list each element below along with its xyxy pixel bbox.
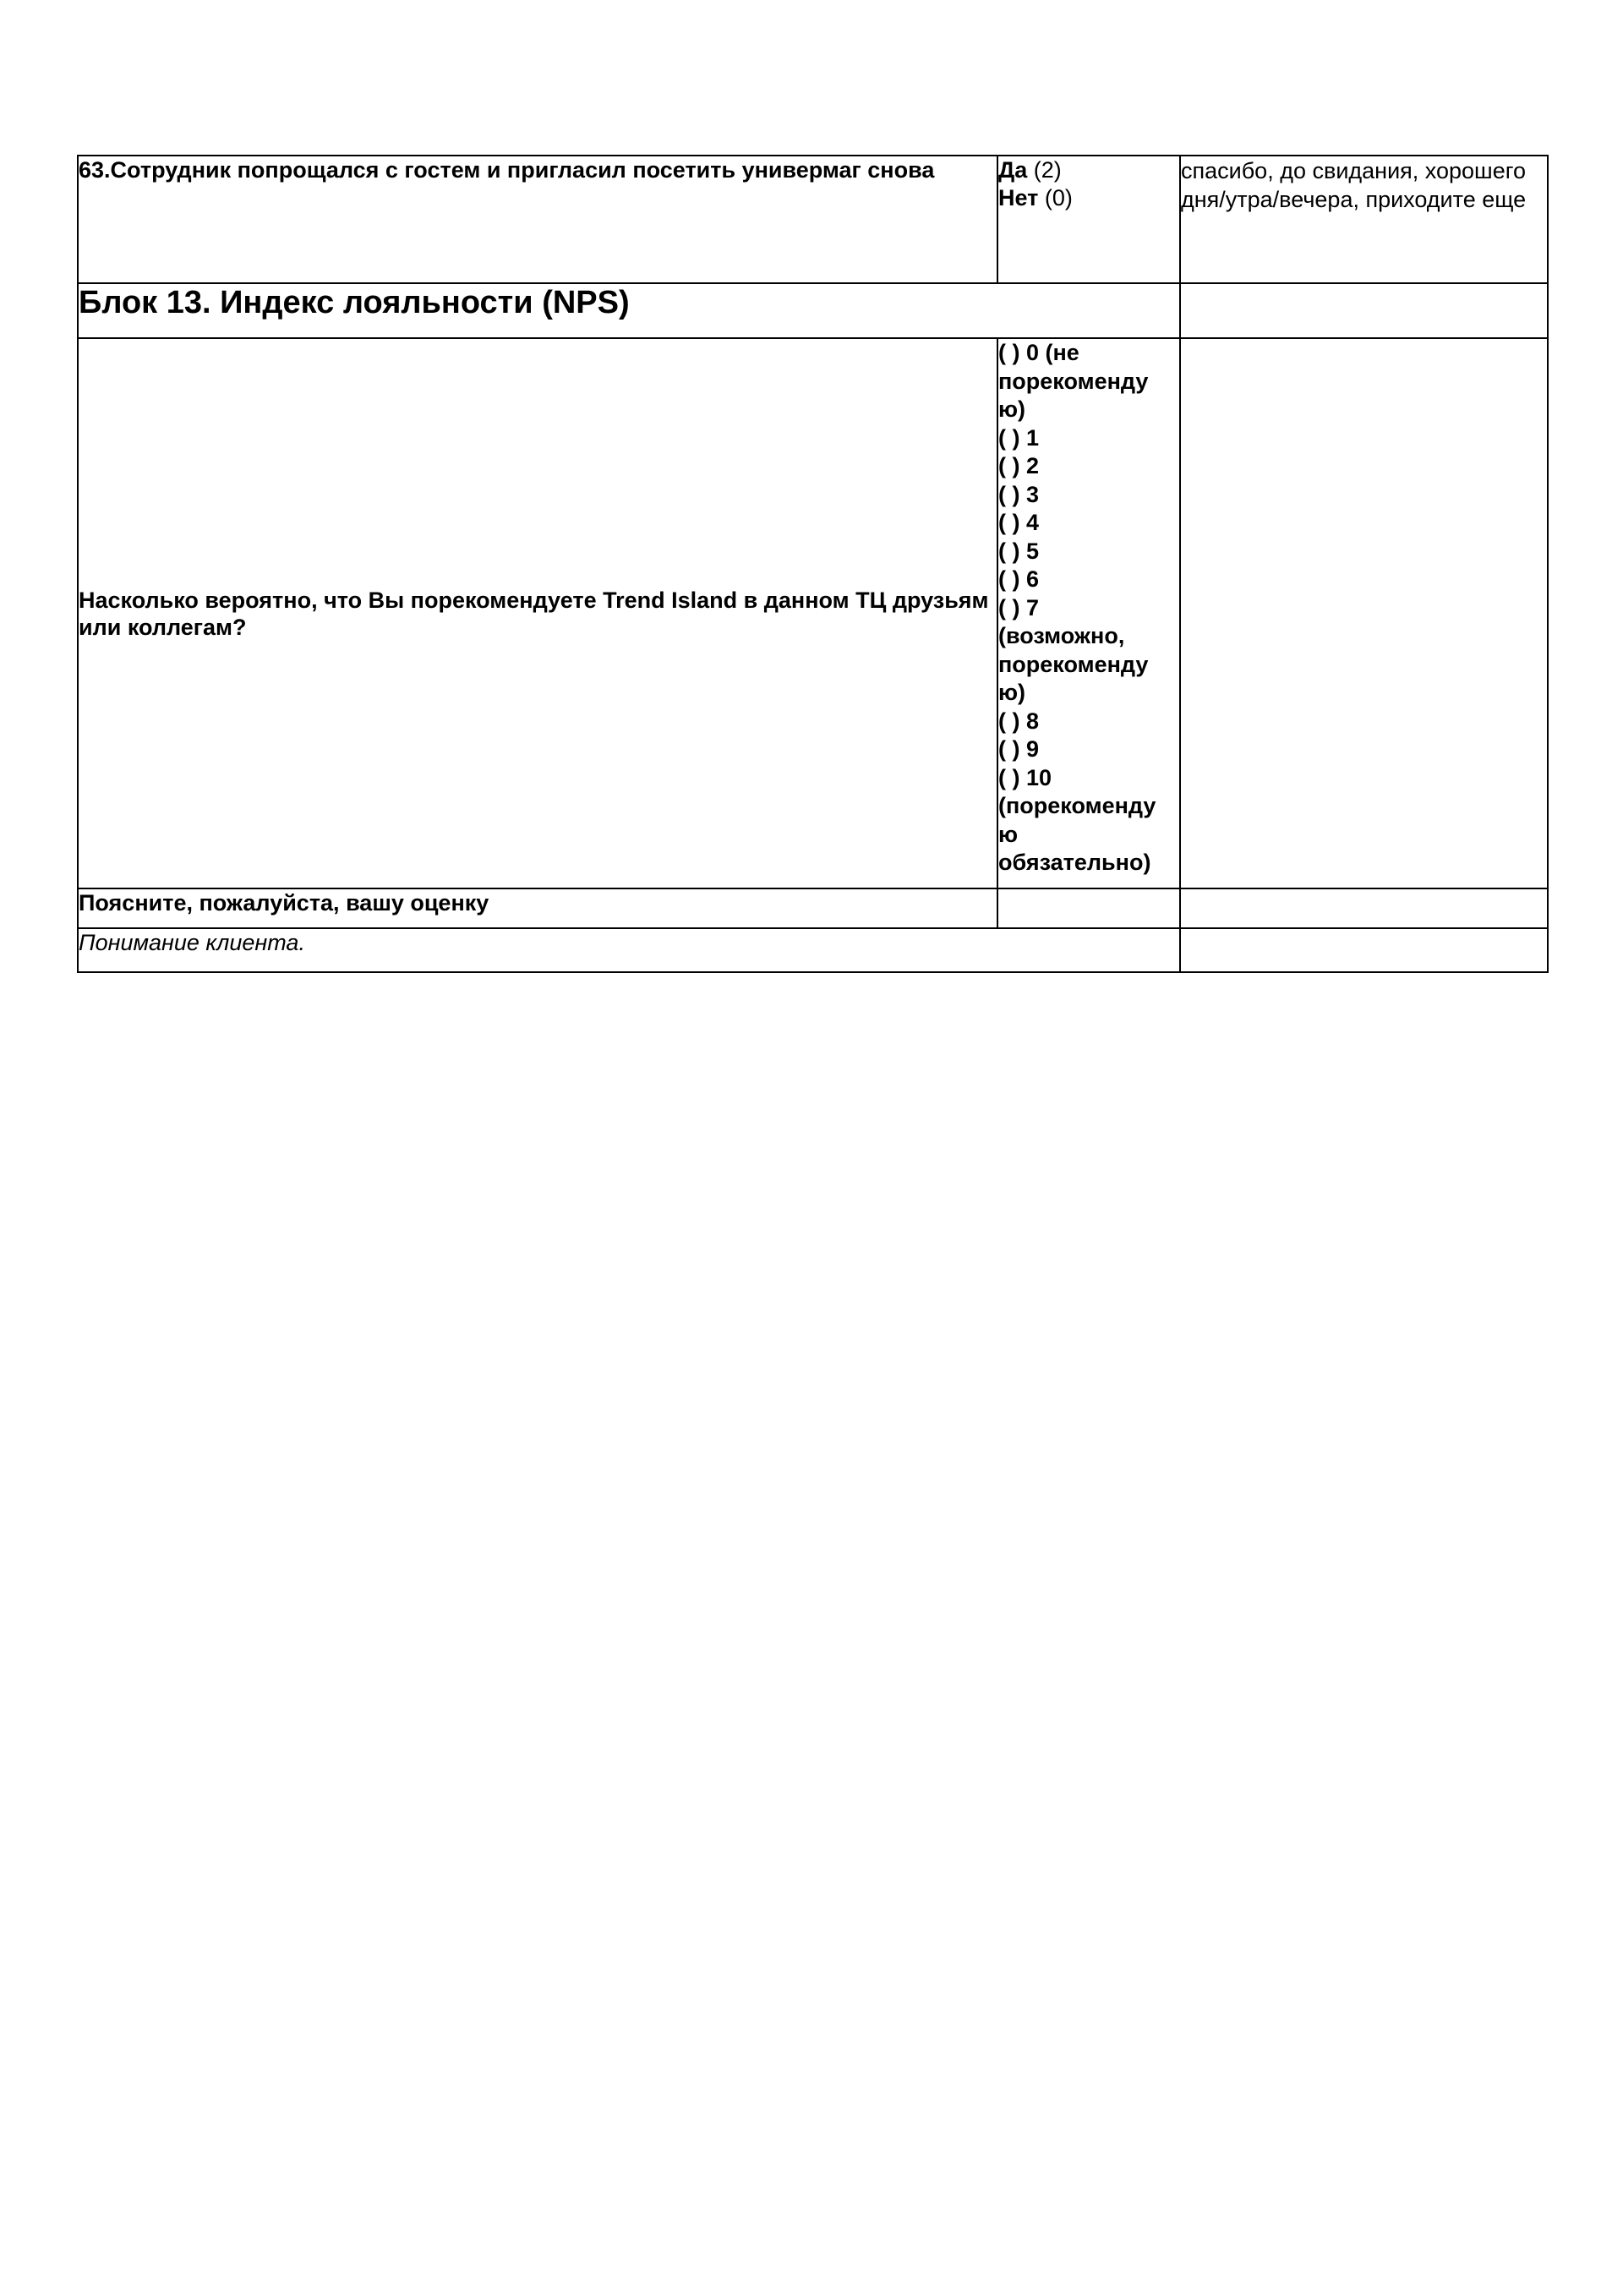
- answer-yes-score: (2): [1033, 157, 1062, 183]
- nps-scale-line: ( ) 4: [998, 510, 1040, 535]
- nps-scale-line: ( ) 10: [998, 764, 1052, 790]
- answer-no-score: (0): [1044, 185, 1073, 210]
- explain-empty-cell: [1180, 888, 1548, 928]
- client-understanding-text: Понимание клиента.: [78, 928, 1180, 972]
- nps-scale-line: ю): [998, 396, 1026, 422]
- footer-row: [78, 928, 1548, 972]
- nps-scale-line: ( ) 7: [998, 594, 1040, 620]
- nps-scale-line: (возможно,: [998, 623, 1125, 648]
- question-63-hint: спасибо, до свидания, хорошего дня/утра/вечера, приходите еще: [1180, 156, 1548, 283]
- nps-scale-line: обязательно): [998, 850, 1151, 875]
- nps-scale-line: порекоменду: [998, 368, 1149, 394]
- nps-scale-line: ( ) 8: [998, 708, 1040, 734]
- question-63-row: [78, 156, 1548, 283]
- nps-scale-line: ( ) 5: [998, 538, 1040, 564]
- block-13-title: Блок 13. Индекс лояльности (NPS): [78, 283, 1180, 338]
- nps-scale-line: ( ) 6: [998, 566, 1040, 592]
- nps-scale: [997, 338, 1180, 888]
- block-13-header-row: [78, 283, 1548, 338]
- nps-scale-line: ( ) 9: [998, 736, 1040, 762]
- answer-yes: [998, 156, 1179, 184]
- evaluation-form-table: [77, 155, 1549, 973]
- answer-no-label: Нет: [998, 185, 1039, 210]
- nps-scale-line: ( ) 3: [998, 481, 1040, 507]
- explain-label: Поясните, пожалуйста, вашу оценку: [78, 888, 997, 928]
- explain-answer-cell: [997, 888, 1180, 928]
- nps-question-row: [78, 338, 1548, 888]
- nps-question-text: Насколько вероятно, что Вы порекомендуете Trend Island в данном ТЦ друзьям или коллегам?: [78, 338, 997, 888]
- block-13-empty-cell: [1180, 283, 1548, 338]
- answer-no: [998, 184, 1179, 212]
- nps-scale-line: порекоменду: [998, 651, 1149, 677]
- answer-yes-label: Да: [998, 157, 1028, 183]
- explain-row: [78, 888, 1548, 928]
- nps-scale-line: ( ) 0 (не: [998, 340, 1079, 365]
- nps-scale-line: (порекоменду: [998, 793, 1156, 818]
- nps-scale-line: ( ) 2: [998, 453, 1040, 478]
- footer-empty-cell: [1180, 928, 1548, 972]
- nps-scale-line: ( ) 1: [998, 424, 1040, 451]
- question-63-text: 63.Сотрудник попрощался с гостем и пригласил посетить универмаг снова: [78, 156, 997, 283]
- question-63-answers: [997, 156, 1180, 283]
- nps-scale-line: ю: [998, 821, 1019, 847]
- nps-scale-line: ю): [998, 680, 1026, 705]
- nps-empty-cell: [1180, 338, 1548, 888]
